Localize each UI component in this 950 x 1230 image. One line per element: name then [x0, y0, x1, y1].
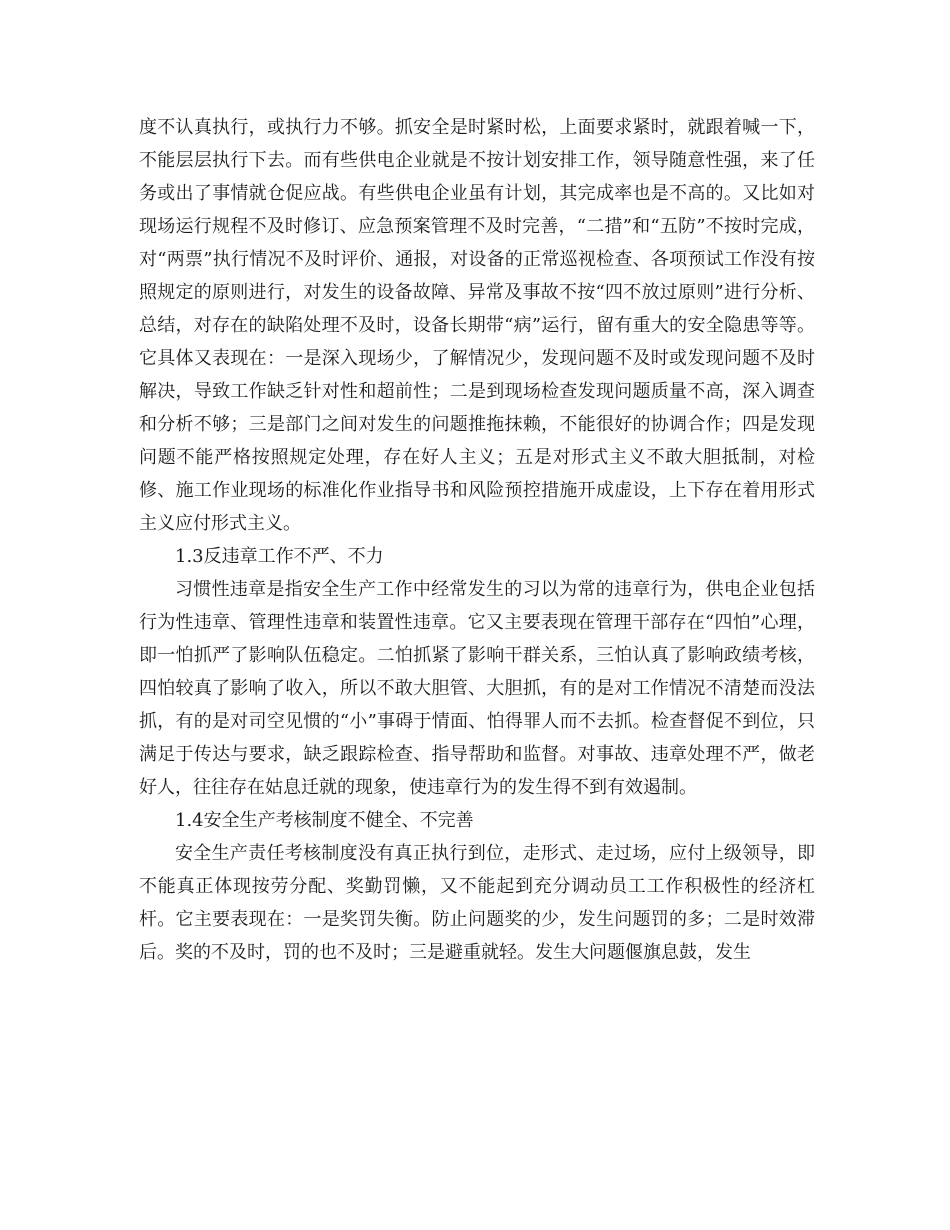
section-heading-1-4: 1.4安全生产考核制度不健全、不完善 [175, 810, 474, 831]
document-body [139, 111, 815, 969]
paragraph-habitual-violation: 习惯性违章是指安全生产工作中经常发生的习以为常的违章行为，供电企业包括行为性违章、管理性违章和装置性违章。它又主要表现在管理干部存在“四怕”心理，即一怕抓严了影响队伍稳定。二怕抓紧了影响干群关系，三怕认真了影响政绩考核，四怕较真了影响了收入，所以不敢大胆管、大胆抓，有的是对工作情况不清楚而没法抓，有的是对司空见惯的“小”事碍于情面、怕得罪人而不去抓。检查督促不到位，只满足于传达与要求，缺乏跟踪检查、指导帮助和监督。对事故、违章处理不严，做老好人，往往存在姑息迁就的现象，使违章行为的发生得不到有效遏制。 [139, 579, 815, 798]
paragraph-continued: 度不认真执行，或执行力不够。抓安全是时紧时松，上面要求紧时，就跟着喊一下，不能层层执行下去。而有些供电企业就是不按计划安排工作，领导随意性强，来了任务或出了事情就仓促应战。有些供电企业虽有计划，其完成率也是不高的。又比如对现场运行规程不及时修订、应急预案管理不及时完善，“二措”和“五防”不按时完成，对“两票”执行情况不及时评价、通报，对设备的正常巡视检查、各项预试工作没有按照规定的原则进行，对发生的设备故障、异常及事故不按“四不放过原则”进行分析、总结，对存在的缺陷处理不及时，设备长期带“病”运行，留有重大的安全隐患等等。它具体又表现在：一是深入现场少，了解情况少，发现问题不及时或发现问题不及时解决，导致工作缺乏针对性和超前性；二是到现场检查发现问题质量不高，深入调查和分析不够；三是部门之间对发生的问题推拖抹赖，不能很好的协调合作；四是发现问题不能严格按照规定处理，存在好人主义；五是对形式主义不敢大胆抵制，对检修、施工作业现场的标准化作业指导书和风险预控措施开成虚设，上下存在着用形式主义应付形式主义。 [139, 117, 815, 534]
section-heading-1-3: 1.3反违章工作不严、不力 [175, 546, 384, 567]
paragraph-assessment-system: 安全生产责任考核制度没有真正执行到位，走形式、走过场，应付上级领导，即不能真正体现按劳分配、奖勤罚懒，又不能起到充分调动员工工作积极性的经济杠杆。它主要表现在：一是奖罚失衡。防止问题奖的少，发生问题罚的多；二是时效滞后。奖的不及时，罚的也不及时；三是避重就轻。发生大问题偃旗息鼓，发生 [139, 843, 815, 963]
